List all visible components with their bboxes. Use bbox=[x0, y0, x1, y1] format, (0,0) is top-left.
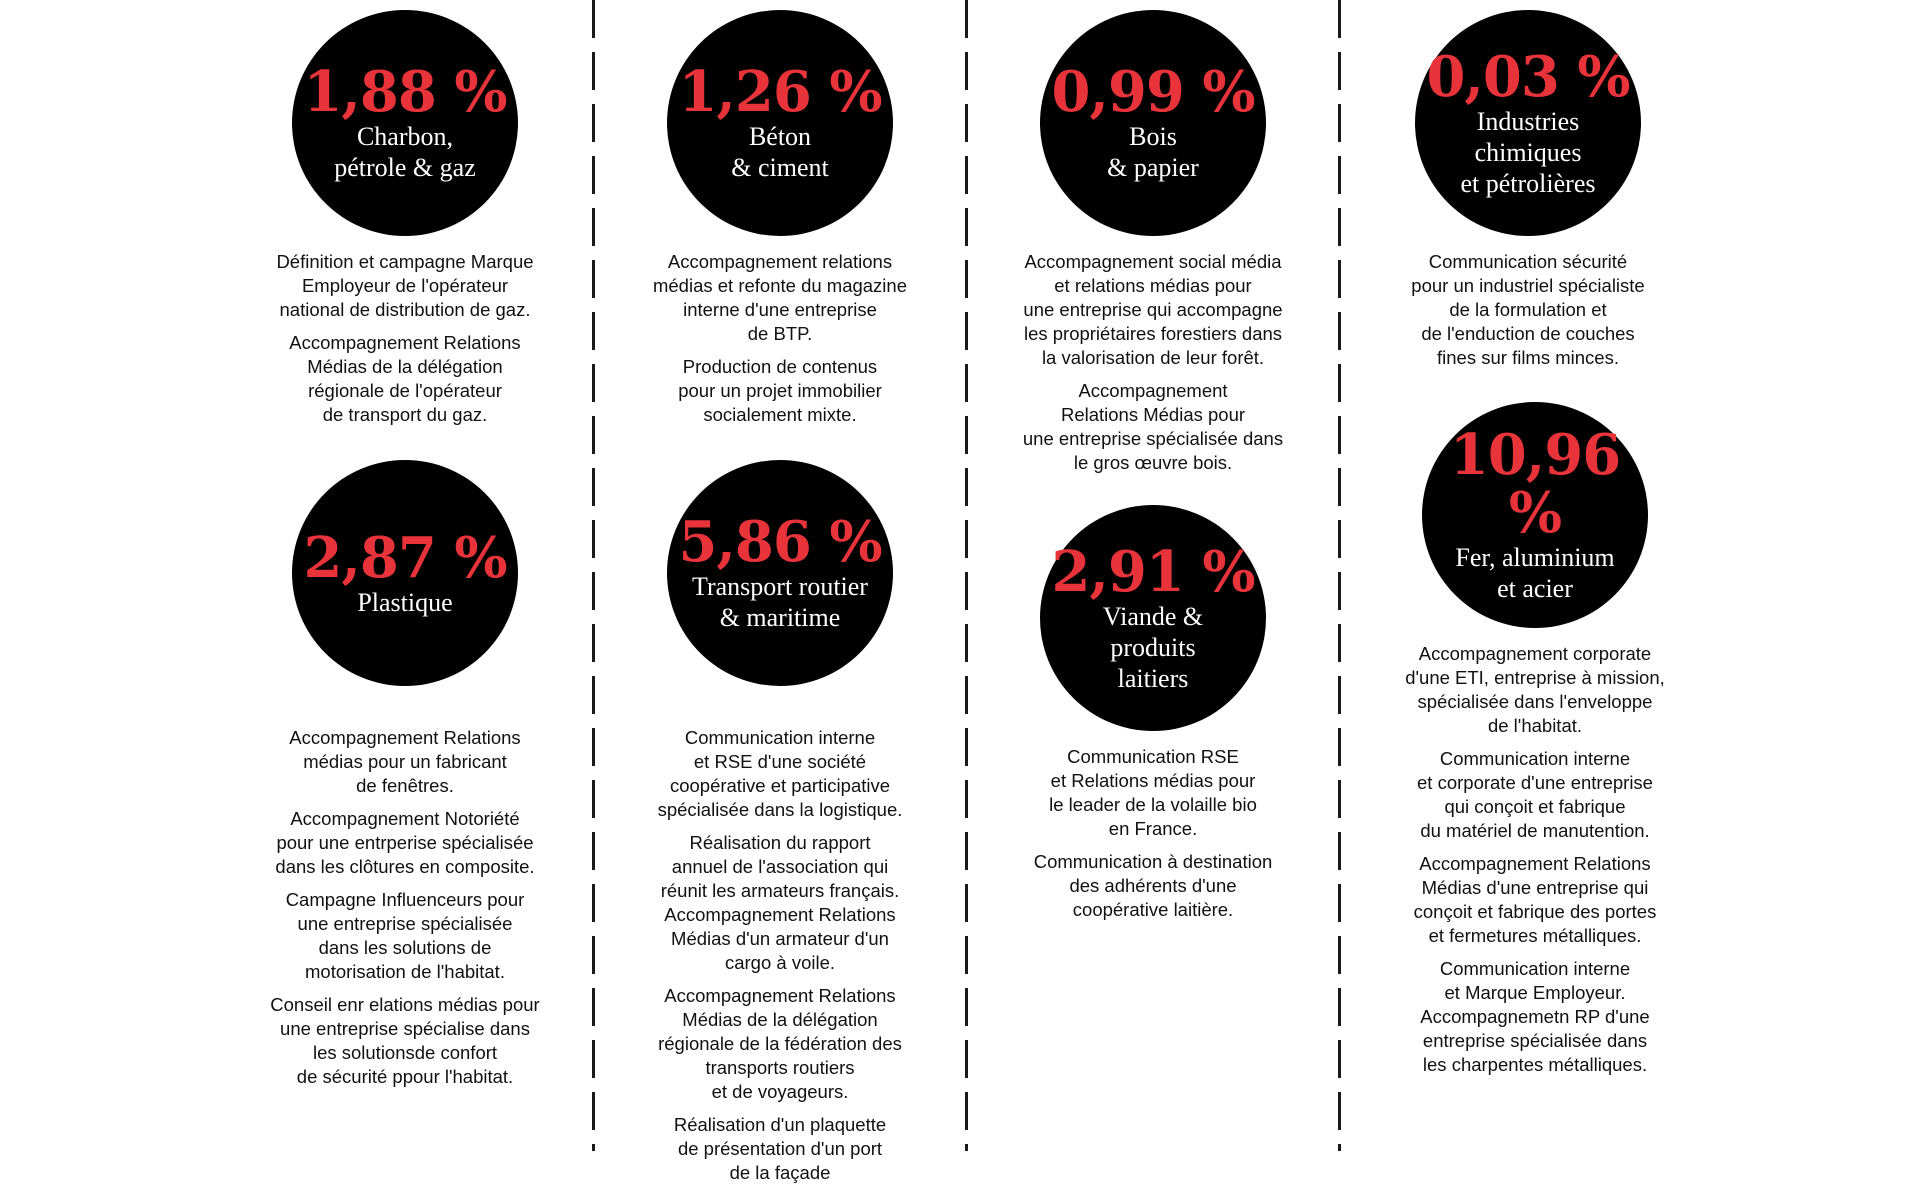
sector-description: Accompagnement Relations Médias de la délégation régionale de la fédération des transports routiers et de voyageurs. bbox=[658, 985, 902, 1102]
sector-percent: 1,26 % bbox=[678, 59, 882, 125]
sector-block-wood-paper bbox=[988, 10, 1318, 475]
sector-label: Béton & ciment bbox=[731, 122, 829, 182]
sector-block-coal-oil-gas bbox=[240, 10, 570, 427]
sector-description: Communication interne et RSE d'une société coopérative et participative spécialisée dans la logistique. bbox=[657, 727, 903, 820]
sector-percent: 10,96 % bbox=[1449, 422, 1621, 546]
sector-label: Bois & papier bbox=[1107, 122, 1199, 182]
sector-percent: 5,86 % bbox=[678, 509, 882, 575]
sector-description: Communication sécurité pour un industriel spécialiste de la formulation et de l'enduction de couches fines sur films minces. bbox=[1411, 251, 1645, 368]
sector-description: Accompagnement relations médias et refonte du magazine interne d'une entreprise de BTP. bbox=[652, 251, 907, 344]
sector-block-iron-aluminium-steel bbox=[1370, 402, 1700, 1077]
sector-description: Accompagnement Relations Médias pour une entreprise spécialisée dans le gros œuvre bois. bbox=[1022, 380, 1284, 473]
column-divider bbox=[592, 0, 595, 1151]
sector-description: Accompagnement Relations médias pour un fabricant de fenêtres. bbox=[289, 727, 521, 796]
sector-description: Communication interne et corporate d'une entreprise qui conçoit et fabrique du matériel de manutention. bbox=[1417, 748, 1653, 841]
sector-percent: 2,91 % bbox=[1051, 538, 1255, 605]
sector-percent: 2,87 % bbox=[303, 524, 507, 591]
column-divider bbox=[965, 0, 968, 1151]
sector-description: Production de contenus pour un projet immobilier socialement mixte. bbox=[678, 356, 882, 425]
sector-block-concrete-cement bbox=[615, 10, 945, 427]
sector-label: Charbon, pétrole & gaz bbox=[334, 122, 476, 182]
sector-circle bbox=[667, 10, 893, 236]
sector-description: Communication à destination des adhérents d'une coopérative laitière. bbox=[1033, 851, 1273, 920]
sector-label: Viande & produits laitiers bbox=[1102, 601, 1204, 693]
sector-percent: 0,99 % bbox=[1051, 59, 1255, 125]
sector-description: Accompagnement Notoriété pour une entrperise spécialisée dans les clôtures en composite. bbox=[275, 808, 535, 877]
sector-circle bbox=[1422, 402, 1648, 628]
sector-description: Accompagnement Relations Médias d'une entreprise qui conçoit et fabrique des portes et fermetures métalliques. bbox=[1413, 853, 1657, 946]
sector-block-plastic bbox=[240, 460, 570, 1089]
sector-block-meat-dairy bbox=[988, 505, 1318, 922]
sector-circle bbox=[1040, 10, 1266, 236]
sector-circle bbox=[292, 460, 518, 686]
sector-description: Communication RSE et Relations médias pour le leader de la volaille bio en France. bbox=[1049, 746, 1257, 839]
sector-description: Définition et campagne Marque Employeur de l'opérateur national de distribution de gaz. bbox=[276, 251, 534, 320]
sector-circle bbox=[667, 460, 893, 686]
sector-description: Accompagnement social média et relations médias pour une entreprise qui accompagne les propriétaires forestiers dans la valorisation de leur forêt. bbox=[1023, 251, 1283, 368]
sector-label: Plastique bbox=[357, 587, 453, 617]
sector-description: Accompagnement corporate d'une ETI, entreprise à mission, spécialisée dans l'enveloppe de l'habitat. bbox=[1405, 643, 1665, 736]
sector-circle bbox=[1040, 505, 1266, 731]
sector-circle bbox=[292, 10, 518, 236]
column-divider bbox=[1338, 0, 1341, 1151]
sector-description: Réalisation d'un plaquette de présentation d'un port de la façade bbox=[673, 1114, 887, 1183]
sector-percent: 1,88 % bbox=[303, 59, 507, 125]
sector-label: Fer, aluminium et acier bbox=[1455, 543, 1615, 603]
sector-label: Industries chimiques et pétrolières bbox=[1460, 106, 1596, 198]
sector-description: Campagne Influenceurs pour une entreprise spécialisée dans les solutions de motorisation de l'habitat. bbox=[285, 889, 525, 982]
sector-block-road-sea-transport bbox=[615, 460, 945, 1185]
sector-description: Accompagnement Relations Médias de la délégation régionale de l'opérateur de transport du gaz. bbox=[289, 332, 521, 425]
sector-description: Réalisation du rapport annuel de l'association qui réunit les armateurs français. Accompagnement Relations Médias d'un armateur d'un cargo à voile. bbox=[660, 832, 900, 973]
sector-label: Transport routier & maritime bbox=[692, 572, 868, 632]
sector-description: Communication interne et Marque Employeur. Accompagnemetn RP d'une entreprise spécialisée dans les charpentes métalliques. bbox=[1420, 958, 1650, 1075]
sector-circle bbox=[1415, 10, 1641, 236]
sector-description: Conseil enr elations médias pour une entreprise spécialise dans les solutionsde confort de sécurité ppour l'habitat. bbox=[270, 994, 540, 1087]
sector-block-chemical-petroleum bbox=[1363, 10, 1693, 370]
sector-percent: 0,03 % bbox=[1426, 43, 1630, 110]
